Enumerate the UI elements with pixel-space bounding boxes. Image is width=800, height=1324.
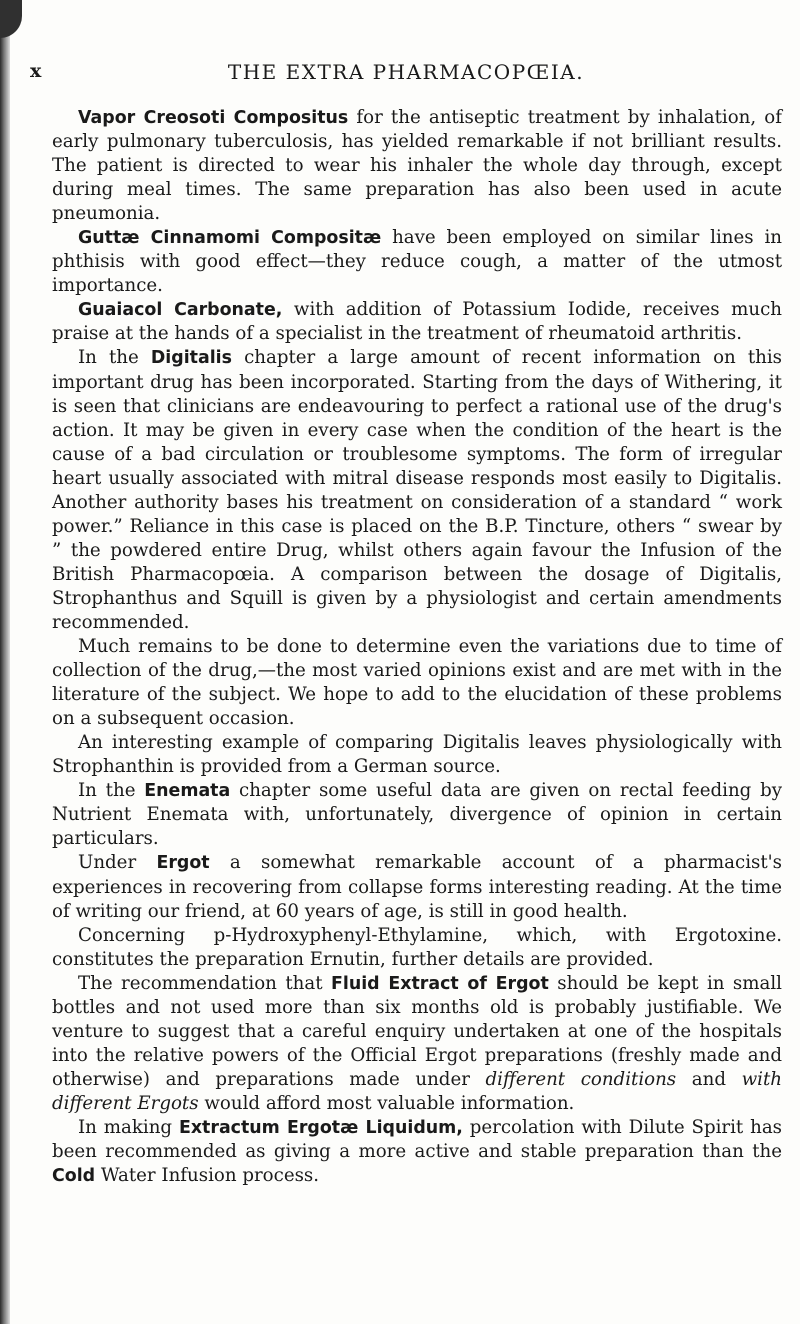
page-number: x <box>30 60 43 82</box>
paragraph-text: chapter a large amount of recent information on this important drug has been incorporated. Starting from the days of Withering, it is seen that clinicians are endeavouring to perfect a rational use of the drug's action. It may be given in every case when the condition of the heart is the cause of a bad circulation or troublesome symptoms. The form of irregular heart usually associated with mitral disease responds most easily to Digitalis. Another authority bases his treatment on consideration of a standard “ work power.” Reliance in this case is placed on the B.P. Tincture, others “ swear by ” the powdered entire Drug, whilst others again favour the Infusion of the British Pharmacopœia. A comparison between the dosage of Digitalis, Strophanthus and Squill is given by a physiologist and certain amendments recommended. <box>52 347 783 633</box>
paragraph-text: An interesting example of comparing Digitalis leaves physiologically with Strophanthin is provided from a German source. <box>52 732 782 778</box>
paragraph-lead-in: In the <box>78 780 145 802</box>
paragraph-text: and <box>676 1068 742 1090</box>
paragraph-guaiacol-carbonate <box>52 298 782 346</box>
paragraph-text: Water Infusion process. <box>95 1165 320 1187</box>
headword: Cold <box>52 1166 96 1187</box>
body-text <box>52 106 782 1188</box>
paragraph-variations <box>52 635 782 731</box>
headword: Digitalis <box>150 348 232 369</box>
paragraph-vapor-creosoti <box>52 106 782 226</box>
paragraph-lead-in: In the <box>78 347 151 369</box>
paragraph-text: Much remains to be done to determine even the variations due to time of collection of the drug,—the most varied opinions exist and are met with in the literature of the subject. We hope to add to the elucidation of these problems on a subsequent occasion. <box>52 636 782 730</box>
headword: Guttæ Cinnamomi Compositæ <box>78 228 382 249</box>
paragraph-text: percolation with Dilute Spirit has been recommended as giving a more active and stable preparation than the <box>52 1116 783 1163</box>
italic-phrase: with different Ergots <box>52 1068 782 1114</box>
paragraph-ernutin <box>52 924 782 972</box>
paragraph-text: with addition of Potassium Iodide, receives much praise at the hands of a specialist in the treatment of rheumatoid arthritis. <box>52 299 782 345</box>
paragraph-text: for the antiseptic treatment by inhalation, of early pulmonary tuberculosis, has yielded remarkable if not brilliant results. The patient is directed to wear his inhaler the whole day through, except during meal times. The same preparation has also been used in acute pneumonia. <box>52 107 782 225</box>
paragraph-strophanthin <box>52 731 782 779</box>
paragraph-lead-in: Under <box>78 852 157 874</box>
italic-phrase: different conditions <box>485 1068 677 1090</box>
running-title: THE EXTRA PHARMACOPŒIA. <box>227 60 585 84</box>
paragraph-text: Concerning p-Hydroxyphenyl-Ethylamine, which, with Ergotoxine. constitutes the preparation Ernutin, further details are provided. <box>52 924 782 970</box>
headword: Fluid Extract of Ergot <box>330 973 549 994</box>
headword: Guaiacol Carbonate, <box>78 300 283 321</box>
paragraph-text: have been employed on similar lines in phthisis with good effect—they reduce cough, a matter of the utmost importance. <box>52 227 782 297</box>
paragraph-guttae-cinnamomi <box>52 226 782 298</box>
paragraph-fluid-extract <box>52 972 782 1116</box>
page-corner-curl <box>0 0 22 38</box>
paragraph-lead-in: The recommendation that <box>78 972 331 994</box>
paragraph-ergot <box>52 851 782 923</box>
page-binding-edge <box>0 0 10 1324</box>
page-header <box>30 60 782 88</box>
headword: Enemata <box>144 781 231 802</box>
headword: Vapor Creosoti Compositus <box>78 108 349 128</box>
headword: Ergot <box>156 853 210 874</box>
paragraph-text: should be kept in small bottles and not used more than six months old is probably justifiable. We venture to suggest that a careful enquiry undertaken at one of the hospitals into the relative powers of the Official Ergot preparations (freshly made and otherwise) and preparations made under <box>52 972 782 1090</box>
paragraph-lead-in: In making <box>78 1116 179 1138</box>
headword: Extractum Ergotæ Liquidum, <box>178 1117 463 1138</box>
paragraph-text: chapter some useful data are given on rectal feeding by Nutrient Enemata with, unfortunately, divergence of opinion in certain particulars. <box>52 780 783 850</box>
paragraph-text: a somewhat remarkable account of a pharmacist's experiences in recovering from collapse forms interesting reading. At the time of writing our friend, at 60 years of age, is still in good health. <box>52 852 782 922</box>
paragraph-enemata <box>52 779 782 851</box>
paragraph-digitalis <box>52 346 782 635</box>
paragraph-text: would afford most valuable information. <box>198 1092 575 1114</box>
paragraph-extractum-ergotae <box>52 1116 782 1188</box>
